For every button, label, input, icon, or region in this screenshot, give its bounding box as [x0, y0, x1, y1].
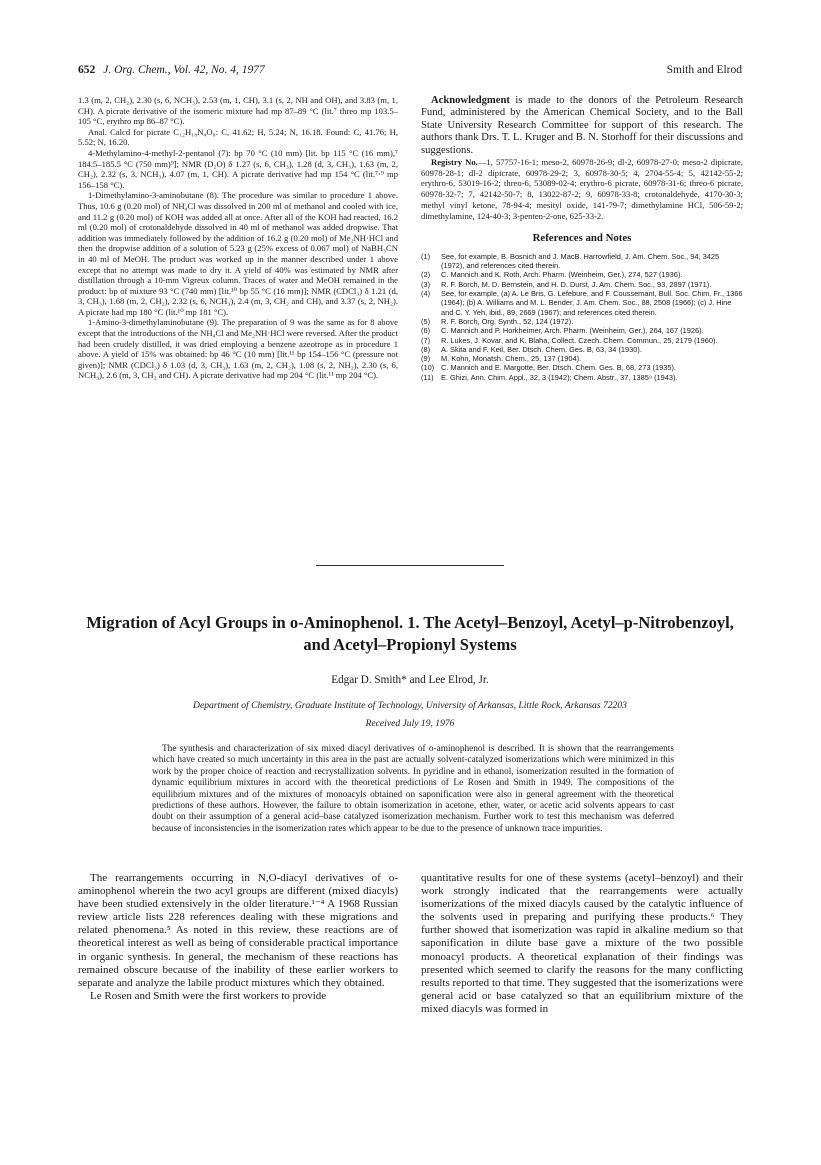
reference-item [421, 363, 743, 372]
article-title: Migration of Acyl Groups in o-Aminophenol. 1. The Acetyl–Benzoyl, Acetyl–p-Nitrobenzoyl, and Acetyl–Propionyl Systems [86, 613, 734, 654]
running-head-authors: Smith and Elrod [666, 64, 742, 76]
registry-label: Registry No. [431, 157, 478, 168]
reference-item [421, 317, 743, 326]
reference-number: (2) [421, 270, 431, 280]
reference-number: (11) [421, 372, 434, 382]
experimental-paragraph: 1-Dimethylamino-3-aminobutane (8). The procedure was similar to procedure 1 above. Thus, 10.6 g (0.20 mol) of NH₄Cl was dissolved in 200 ml of methanol and cooled with ice, and 11.2 g (0.20 mol) of KOH was added all at once. After all of the KOH had reacted, 16.2 ml (0.20 mol) of crotonaldehyde dissolved in 40 ml of methanol was added dropwise. That addition was immediately followed by the addition of 16.2 g (0.20 mol) of Me₂NH·HCl and then the dropwise addition of a solution of 5.23 g (25% excess of 0.067 mol) of NaBH₃CN in 40 ml of MeOH. The product was worked up in the manner described under 1 above except that no attempt was made to dry it. A yield of 40% was estimated by NMR after distillation through a 10-mm Vigreux column. Traces of water and MeOH remained in the product: bp of mixture 93 °C (740 mm) [lit.¹⁰ bp 55 °C (16 mm)]; NMR (CDCl₃) δ 1.21 (d, 3, CH₃), 1.68 (m, 2, CH₂), 2.32 (s, 6, NCH₃), 2.4 (m, 3, CH₂ and CH), and 3.37 (s, 2, NH₂). A picrate had mp 180 °C (lit.¹⁰ mp 181 °C). [78, 190, 398, 317]
reference-item [421, 354, 743, 363]
body-paragraph: The rearrangements occurring in N,O-diacyl derivatives of o-aminophenol wherein the two acyl groups are different (mixed diacyls) have been studied extensively in the older literature.¹⁻⁴ A 1968 Russian review article lists 228 references dealing with these migrations and related phenomena.⁵ As noted in this review, these reactions are of theoretical interest as well as being of considerable practical importance in organic synthesis. In general, the mechanism of these reactions has remained obscure because of the inability of these earlier workers to separate and analyze the labile product mixtures which they obtained. [78, 872, 398, 989]
article-authors: Edgar D. Smith* and Lee Elrod, Jr. [331, 674, 489, 686]
reference-text: A. Skita and F. Keil, Ber. Dtsch. Chem. Ges. B, 63, 34 (1930). [441, 344, 642, 354]
reference-text: R. Lukes, J. Kovar, and K. Blaha, Collect. Czech. Chem. Commun., 25, 2179 (1960). [441, 335, 718, 345]
reference-number: (1) [421, 251, 431, 261]
acknowledgment-text: is made to the donors of the Petroleum Research Fund, administered by the American Chemical Society, and to the Ball State University Research Committee for support of this research. The authors thank Drs. T. L. Kruger and B. N. Storhoff for their discussions and suggestions. [421, 95, 743, 156]
reference-item [421, 280, 743, 289]
references-list [421, 252, 743, 382]
reference-text: C. Mannich and E. Margotte, Ber. Dtsch. Chem. Ges. B, 68, 273 (1935). [441, 363, 676, 373]
experimental-paragraph: 1.3 (m, 2, CH₂), 2.30 (s, 6, NCH₃), 2.53 (m, 1, CH), 3.1 (s, 2, NH and OH), and 3.83 (m, 1, CH). A picrate derivative of the isomeric mixture had mp 87–89 °C (lit.⁷ threo mp 103.5–105 °C, erythro mp 86–87 °C). [78, 95, 398, 127]
journal-citation: J. Org. Chem., Vol. 42, No. 4, 1977 [103, 64, 265, 76]
reference-item [421, 289, 743, 317]
reference-text: See, for example, B. Bosnich and J. MacB. Harrowfield, J. Am. Chem. Soc., 94, 3425 (1972), and references cited therein. [441, 251, 720, 271]
reference-number: (7) [421, 335, 431, 345]
body-column-right [421, 872, 743, 1016]
reference-text: C. Mannich and P. Horkheimer, Arch. Pharm. (Weinheim, Ger.), 264, 167 (1926). [441, 326, 704, 336]
reference-item [421, 345, 743, 354]
reference-number: (6) [421, 326, 431, 336]
reference-text: C. Mannich and K. Roth, Arch. Pharm. (Weinheim, Ger.), 274, 527 (1936). [441, 270, 683, 280]
experimental-column [78, 95, 398, 381]
experimental-paragraph: Anal. Calcd for picrate C₁₂H₁₈N₄O₈: C, 41.62; H, 5.24; N, 16.18. Found: C, 41.76; H, 5.52; N, 16.20. [78, 126, 398, 148]
running-head [78, 64, 742, 82]
body-paragraph: Le Rosen and Smith were the first workers to provide [90, 989, 327, 1002]
reference-number: (9) [421, 354, 431, 364]
reference-number: (3) [421, 279, 431, 289]
reference-text: M. Kohn, Monatsh. Chem., 25, 137 (1904). [441, 354, 582, 364]
reference-text: E. Ghizi, Ann. Chim. Appl., 32, 3 (1942); Chem. Abstr., 37, 1385⁹ (1943). [441, 372, 678, 382]
reference-number: (8) [421, 344, 431, 354]
reference-item [421, 336, 743, 345]
reference-item [421, 326, 743, 335]
experimental-paragraph: 1-Amino-3-dimethylaminobutane (9). The preparation of 9 was the same as for 8 above except that the introductions of the NH₄Cl and Me₂NH·HCl were reversed. After the product had been crudely distilled, it was dried employing a benzene azeotrope as in procedure 1 above. A yield of 15% was obtained: bp 46 °C (10 mm) [lit.¹¹ bp 154–156 °C (pressure not given)]; NMR (CDCl₃) δ 1.03 (d, 3, CH₃), 1.63 (m, 2, CH₂), 1.08 (s, 2, NH₂), 2.30 (s, 6, NCH₃), 2.6 (m, 3, CH₂ and CH). A picrate derivative had mp 204 °C (lit.¹¹ mp 204 °C). [78, 317, 398, 381]
reference-item [421, 252, 743, 271]
running-head-left [78, 64, 265, 76]
experimental-paragraph: 4-Methylamino-4-methyl-2-pentanol (7): bp 70 °C (10 mm) [lit. bp 115 °C (16 mm),⁷ 184.5–185.5 °C (750 mm)⁹]; NMR (D₂O) δ 1.27 (s, 6, CH₃), 1.28 (d, 3, CH₃), 1.63 (m, 2, CH₂), 2.32 (s, 3, NCH₃), 4.07 (m, 1, CH). A picrate derivative had mp 154 °C (lit.⁷·⁹ mp 156–158 °C). [78, 147, 398, 190]
registry-numbers [421, 157, 743, 221]
reference-text: See, for example, (a) A. Le Bris, G. Lefebure, and F. Coussemant, Bull. Soc. Chim. Fr., 1366 (1964); (b) A. Williams and M. L. Bender, J. Am. Chem. Soc., 88, 2508 (1966); (c) J. Hine and C. Y. Yeh, ibid., 89, 2669 (1967); and references cited therein. [441, 289, 743, 317]
reference-item [421, 270, 743, 279]
page-number: 652 [78, 64, 96, 76]
reference-text: R. F. Borch, Org. Synth., 52, 124 (1972). [441, 316, 574, 326]
body-column-left [78, 872, 398, 1003]
reference-number: (4) [421, 289, 431, 299]
acknowledgment-label: Acknowledgment [431, 95, 510, 106]
back-matter-column [421, 95, 743, 382]
acknowledgment [421, 95, 743, 157]
article-abstract: The synthesis and characterization of six mixed diacyl derivatives of o-aminophenol is described. It is shown that the rearrangements which have created so much uncertainty in this area in the past are actually solvent-catalyzed isomerizations which were minimized in this work by the proper choice of reaction and recrystallization solvents. In pyridine and in ethanol, isomerization resulted in the formation of dynamic equilibrium mixtures in accord with the theoretical predictions of Le Rosen and Smith in 1949. The compositions of the equilibrium mixtures and of the mixtures of monoacyls obtained on saponification were also in general agreement with the theoretical predictions of these authors. However, the failure to obtain isomerization in acetone, ether, water, or acetic acid solvents appears to cast doubt on their assumption of a general acid–base catalyzed isomerization mechanism. Further work to test this mechanism was deferred because of inconsistencies in the isomerization rates which appear to be due to the presence of unknown trace impurities. [152, 744, 674, 834]
registry-text: —1, 57757-16-1; meso-2, 60978-26-9; dl-2, 60978-27-0; meso-2 dipicrate, 60978-28-1; dl-2 dipicrate, 60978-29-2; 3, 60978-30-5; 4, 2704-55-4; 5, 42142-55-2; erythro-6, 53019-16-2; threo-6, 53089-02-4; erythro-6 picrate, 60978-31-6; threo-6 picrate, 60978-32-7; 7, 42142-50-7; 8, 13022-87-2; 9, 60978-33-8; crotonaldehyde, 4170-30-3; methyl vinyl ketone, 78-94-4; mesityl oxide, 141-79-7; dimethylamine HCl, 506-59-2; dimethylamine, 124-40-3; 3-penten-2-one, 625-33-2. [421, 157, 744, 221]
reference-number: (10) [421, 363, 435, 373]
article-affiliation: Department of Chemistry, Graduate Institute of Technology, University of Arkansas, Little Rock, Arkansas 72203 [193, 700, 627, 711]
reference-number: (5) [421, 316, 431, 326]
section-divider [316, 565, 504, 566]
reference-text: R. F. Borch, M. D. Bernstein, and H. D. Durst, J. Am. Chem. Soc., 93, 2897 (1971). [441, 279, 712, 289]
references-heading: References and Notes [532, 232, 632, 245]
received-date: Received July 19, 1976 [365, 718, 455, 729]
body-paragraph: quantitative results for one of these systems (acetyl–benzoyl) and their work strongly indicated that the rearrangements were actually isomerizations of the mixed diacyls caused by the catalytic influence of the solvents used in preparing and purifying these products.⁶ They further showed that isomerization was rapid in alkaline medium so that saponification in dilute base gave a mixture of the two possible monoacyl products. A theoretical explanation of their findings was presented which seemed to clarify the reasons for the many conflicting results reported to that time. They suggested that the isomerizations were general acid or base catalyzed so that an equilibrium mixture of the mixed diacyls was formed in [421, 872, 743, 1015]
reference-item [421, 373, 743, 382]
